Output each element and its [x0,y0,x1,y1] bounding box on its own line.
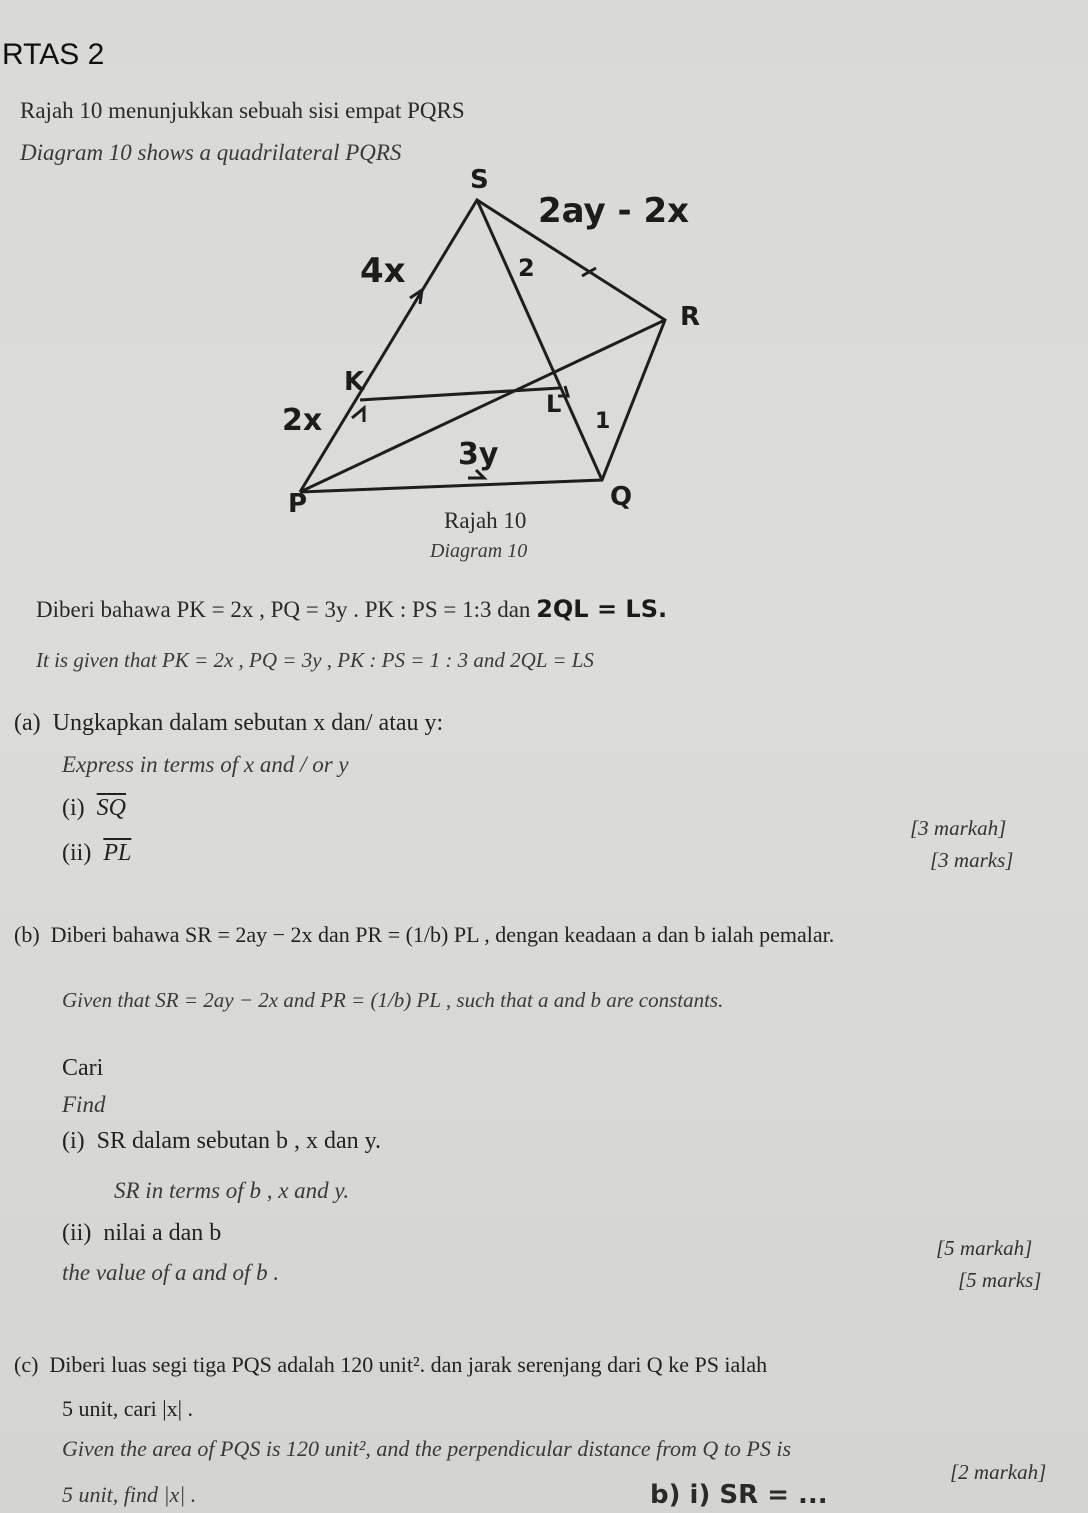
given-malay: Diberi bahawa PK = 2x , PQ = 3y . PK : PS = 1:3 dan 2QL = LS. [36,595,668,623]
vertex-q: Q [610,482,633,512]
vertex-l: L [546,390,562,418]
line-kl [360,388,560,400]
part-b-english: Given that SR = 2ay − 2x and PR = (1/b) PL , such that a and b are constants. [62,988,724,1012]
label-sr-vector: 2ay - 2x [538,191,690,231]
part-c-english-line2: 5 unit, find |x| . [62,1482,197,1507]
label-ks-vector: 4x [360,251,406,291]
arrow-pk-icon [352,408,364,422]
label-ls-ratio: 2 [518,254,535,282]
part-c-marks-malay: [2 markah] [950,1460,1047,1484]
part-c-malay-line1: (c) Diberi luas segi tiga PQS adalah 120 unit². dan jarak serenjang dari Q ke PS ialah [14,1352,768,1377]
part-c-malay-line2: 5 unit, cari |x| . [62,1396,194,1421]
intro-english: Diagram 10 shows a quadrilateral PQRS [20,140,402,165]
part-b-marks-malay: [5 markah] [936,1236,1033,1260]
diagram-caption-malay: Rajah 10 [444,508,527,533]
label-lq-ratio: 1 [595,409,611,434]
part-a-i: (i) $\overline{SQ}$ [62,795,126,821]
vertex-p: P [288,489,308,519]
find-english: Find [62,1092,106,1117]
part-b-ii-malay: (ii) nilai a dan b [62,1220,222,1246]
given-english: It is given that PK = 2x , PQ = 3y , PK : PS = 1 : 3 and 2QL = LS [36,648,594,672]
part-b-ii-english: the value of a and of b . [62,1260,280,1285]
part-a-ii: (ii) $\overline{PL}$ [62,840,132,866]
vertex-s: S [470,165,489,195]
handwritten-answer-start: b) i) SR = ... [650,1480,828,1510]
intro-malay: Rajah 10 menunjukkan sebuah sisi empat PQRS [20,98,465,123]
part-b-marks-english: [5 marks] [958,1268,1042,1292]
part-c-english-line1: Given the area of PQS is 120 unit², and the perpendicular distance from Q to PS is [62,1436,792,1461]
part-b-i-malay: (i) SR dalam sebutan b , x dan y. [62,1128,382,1154]
part-a-marks-english: [3 marks] [930,848,1014,872]
part-a-marks-malay: [3 markah] [910,816,1007,840]
label-pk-vector: 2x [282,403,323,438]
diagram-caption-english: Diagram 10 [430,540,528,562]
part-a-english: Express in terms of x and / or y [62,752,349,777]
part-a-malay: (a) Ungkapkan dalam sebutan x dan/ atau y: [14,710,444,736]
part-b-malay: (b) Diberi bahawa SR = 2ay − 2x dan PR = (1/b) PL , dengan keadaan a dan b ialah pemalar. [14,922,835,947]
label-pq-vector: 3y [458,437,499,472]
vertex-k: K [344,367,365,397]
vertex-r: R [680,302,701,332]
section-header: RTAS 2 [2,38,105,71]
find-malay: Cari [62,1055,104,1081]
part-b-i-english: SR in terms of b , x and y. [114,1178,350,1203]
